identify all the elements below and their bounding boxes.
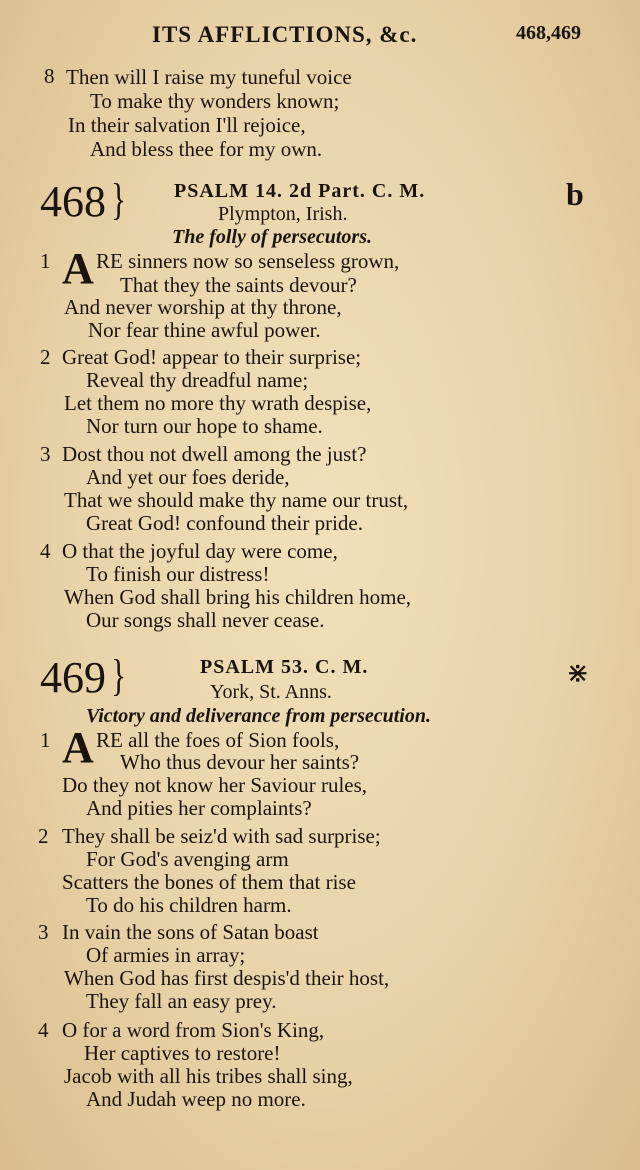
- tune-names: Plympton, Irish.: [218, 203, 348, 225]
- drop-capital: A: [62, 723, 94, 772]
- verse-line: Her captives to restore!: [84, 1041, 281, 1065]
- verse-line: When God shall bring his children home,: [64, 585, 412, 609]
- verse-number: 4: [38, 1018, 49, 1042]
- verse-line: And Judah weep no more.: [86, 1087, 306, 1111]
- verse-line: RE sinners now so senseless grown,: [96, 249, 400, 273]
- verse-line: Nor fear thine awful power.: [88, 318, 321, 342]
- hymn-subject: Victory and deliverance from persecution.: [86, 705, 431, 727]
- verse-line: And yet our foes deride,: [86, 465, 290, 489]
- margin-mark: ⋇: [566, 658, 590, 689]
- verse-line: In their salvation I'll rejoice,: [68, 113, 306, 137]
- verse-line: Great God! appear to their surprise;: [62, 345, 362, 369]
- verse-line: O for a word from Sion's King,: [62, 1018, 325, 1042]
- verse-number: 8: [44, 64, 55, 88]
- verse-number: 2: [38, 824, 49, 848]
- hymn-number: 468: [40, 177, 106, 226]
- verse-line: O that the joyful day were come,: [62, 539, 338, 563]
- verse-number: 4: [40, 539, 51, 563]
- page-numbers: 468,469: [516, 22, 581, 44]
- verse-line: Reveal thy dreadful name;: [86, 368, 309, 392]
- psalm-heading: PSALM 14. 2d Part. C. M.: [174, 180, 426, 202]
- verse-line: Our songs shall never cease.: [86, 608, 325, 632]
- verse-line: And never worship at thy throne,: [64, 295, 342, 319]
- verse-line: To finish our distress!: [86, 562, 270, 586]
- verse-line: And bless thee for my own.: [90, 137, 323, 161]
- verse-line: Nor turn our hope to shame.: [86, 414, 323, 438]
- verse-line: Scatters the bones of them that rise: [62, 870, 356, 894]
- verse-line: When God has first despis'd their host,: [64, 966, 390, 990]
- verse-number: 3: [40, 442, 51, 466]
- verse-line: And pities her complaints?: [86, 796, 312, 820]
- verse-line: They fall an easy prey.: [86, 989, 277, 1013]
- verse-line: RE all the foes of Sion fools,: [96, 728, 340, 752]
- verse-line: For God's avenging arm: [86, 847, 289, 871]
- brace-glyph: }: [111, 651, 126, 700]
- verse-number: 1: [40, 249, 51, 273]
- verse-line: Great God! confound their pride.: [86, 511, 363, 535]
- verse-number: 3: [38, 920, 49, 944]
- verse-number: 2: [40, 345, 51, 369]
- verse-line: In vain the sons of Satan boast: [62, 920, 319, 944]
- margin-mark: b: [566, 176, 584, 212]
- verse-line: To make thy wonders known;: [90, 89, 340, 113]
- verse-line: Then will I raise my tuneful voice: [66, 65, 352, 89]
- verse-line: That they the saints devour?: [120, 273, 357, 297]
- verse-line: To do his children harm.: [86, 893, 292, 917]
- verse-line: That we should make thy name our trust,: [64, 488, 409, 512]
- verse-line: Who thus devour her saints?: [120, 750, 360, 774]
- verse-line: Jacob with all his tribes shall sing,: [64, 1064, 353, 1088]
- verse-line: Of armies in array;: [86, 943, 246, 967]
- tune-names: York, St. Anns.: [210, 681, 332, 703]
- verse-line: Do they not know her Saviour rules,: [62, 773, 368, 797]
- brace-glyph: }: [111, 175, 126, 224]
- drop-capital: A: [62, 244, 94, 293]
- verse-number: 1: [40, 728, 51, 752]
- verse-line: Let them no more thy wrath despise,: [64, 391, 372, 415]
- verse-line: They shall be seiz'd with sad surprise;: [62, 824, 381, 848]
- hymn-number: 469: [40, 653, 106, 702]
- psalm-heading: PSALM 53. C. M.: [200, 656, 369, 678]
- verse-line: Dost thou not dwell among the just?: [62, 442, 367, 466]
- running-head: ITS AFFLICTIONS, &c.: [152, 22, 418, 47]
- hymn-subject: The folly of persecutors.: [172, 226, 372, 248]
